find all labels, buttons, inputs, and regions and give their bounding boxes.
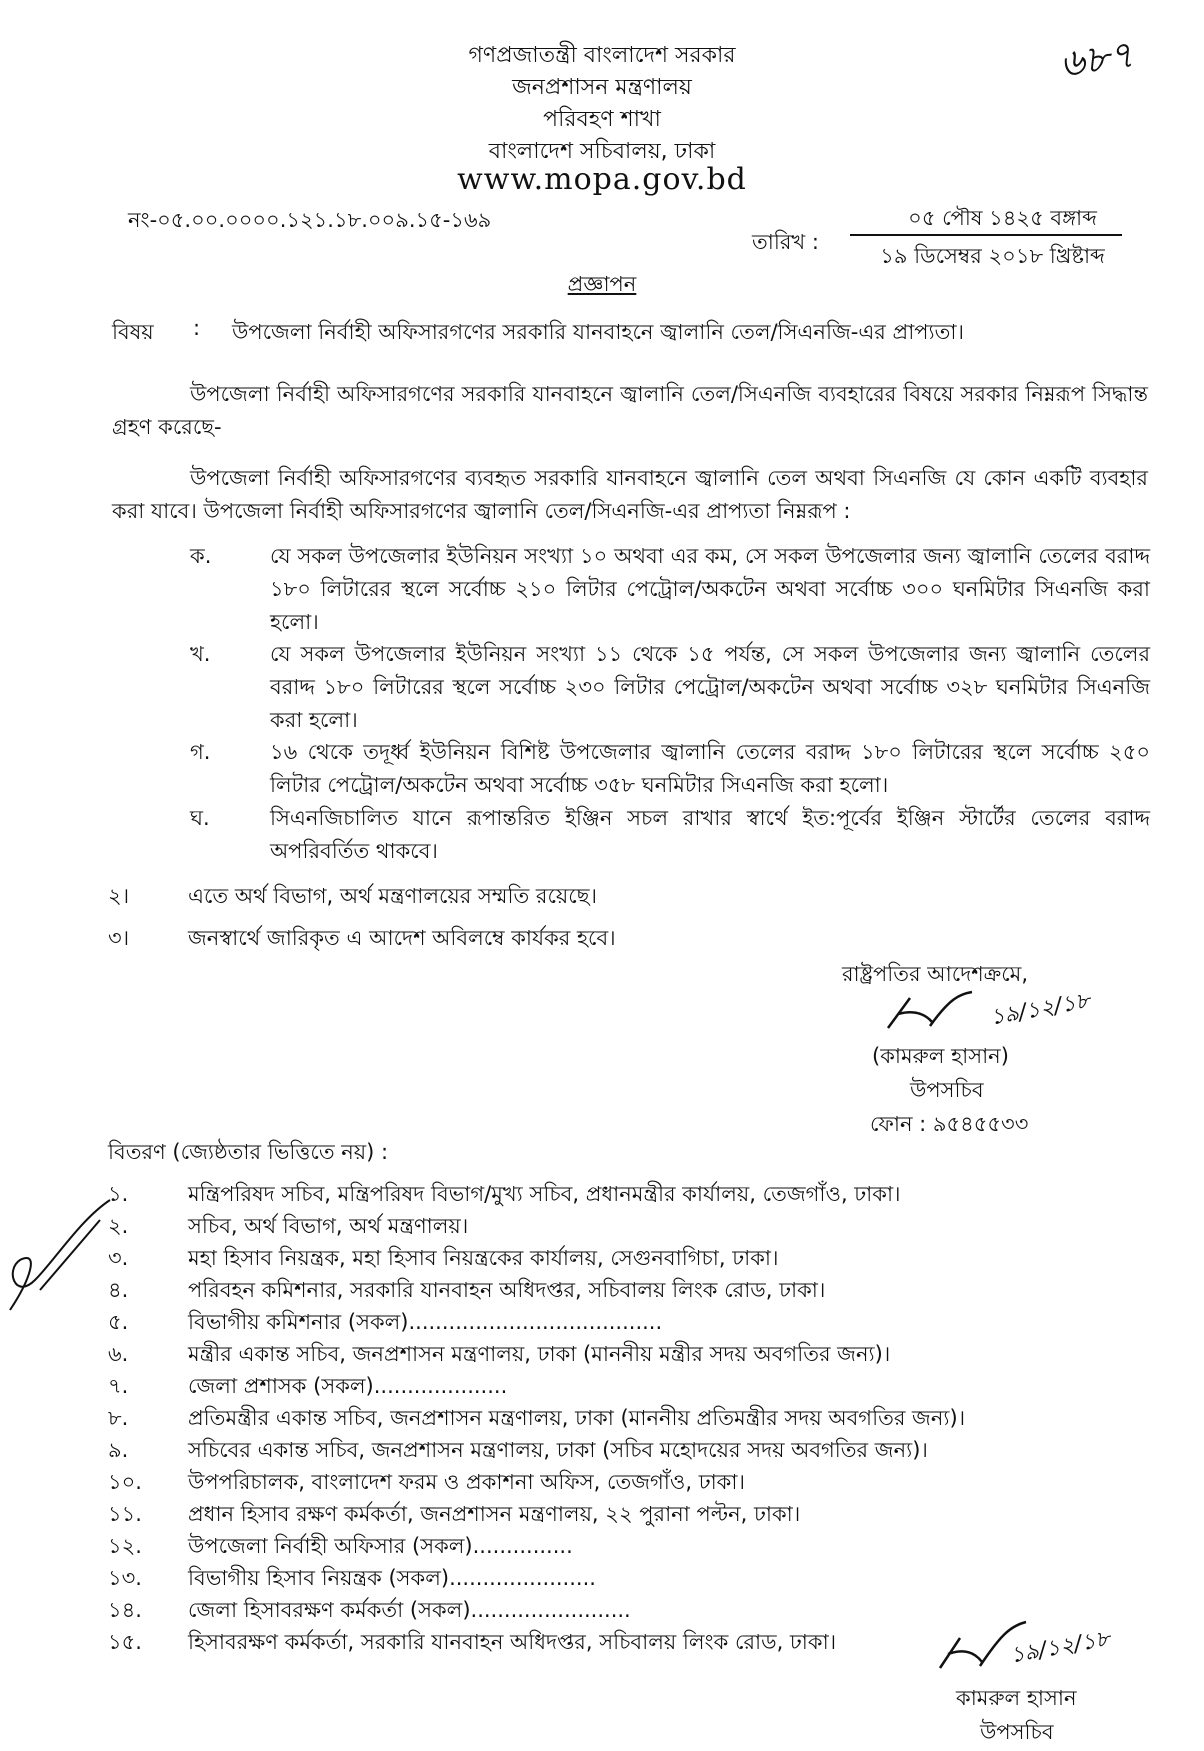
item-text: জেলা প্রশাসক (সকল).................... xyxy=(188,1374,508,1398)
branch-name: পরিবহণ শাখা xyxy=(543,107,661,132)
item-text: বিভাগীয় কমিশনার (সকল)...................................... xyxy=(188,1310,663,1334)
list-item xyxy=(108,1274,1108,1306)
list-item xyxy=(108,1178,1108,1210)
order-line: রাষ্ট্রপতির আদেশক্রমে, xyxy=(842,962,1028,986)
date-bangla: ০৫ পৌষ ১৪২৫ বঙ্গাব্দ xyxy=(908,206,1097,230)
item-text: যে সকল উপজেলার ইউনিয়ন সংখ্যা ১০ অথবা এর কম, সে সকল উপজেলার জন্য জ্বালানি তেলের বরাদ্দ ১৮০ লিটারের স্থলে সর্বোচ্চ ২১০ লিটার পেট্রোল/অকটেন অথবা সর্বোচ্চ ৩০০ ঘনমিটার সিএনজি করা হলো। xyxy=(270,544,1150,634)
item-text: প্রতিমন্ত্রীর একান্ত সচিব, জনপ্রশাসন মন্ত্রণালয়, ঢাকা (মাননীয় প্রতিমন্ত্রীর সদয় অবগতির জন্য)। xyxy=(188,1406,966,1430)
distribution-title: বিতরণ (জ্যেষ্ঠতার ভিত্তিতে নয়) : xyxy=(108,1140,389,1164)
list-item xyxy=(190,638,1150,738)
list-item xyxy=(108,1338,1108,1370)
item-number: ১০. xyxy=(108,1470,142,1494)
item-text: যে সকল উপজেলার ইউনিয়ন সংখ্যা ১১ থেকে ১৫ পর্যন্ত, সে সকল উপজেলার জন্য জ্বালানি তেলের বরাদ্দ ১৮০ লিটারের স্থলে সর্বোচ্চ ২৩০ লিটার পেট্রোল/অকটেন অথবা সর্বোচ্চ ৩২৮ ঘনমিটার সিএনজি করা হলো। xyxy=(270,642,1150,732)
item-number: ১৩. xyxy=(108,1566,142,1590)
item-number: ১১. xyxy=(108,1502,142,1526)
date-label: তারিখ : xyxy=(752,230,819,254)
subject-label: বিষয় xyxy=(112,320,154,344)
memo-number: নং-০৫.০০.০০০০.১২১.১৮.০০৯.১৫-১৬৯ xyxy=(128,208,492,232)
website-link[interactable]: www.mopa.gov.bd xyxy=(457,162,747,197)
list-item xyxy=(108,1210,1108,1242)
list-item xyxy=(108,1370,1108,1402)
item-text: প্রধান হিসাব রক্ষণ কর্মকর্তা, জনপ্রশাসন মন্ত্রণালয়, ২২ পুরানা পল্টন, ঢাকা। xyxy=(188,1502,801,1526)
item-number: ৭. xyxy=(108,1374,129,1398)
item-number: ৯. xyxy=(108,1438,129,1462)
item-text: উপজেলা নির্বাহী অফিসার (সকল)............... xyxy=(188,1534,573,1558)
item-label: ঘ. xyxy=(190,806,210,830)
item-text: মন্ত্রিপরিষদ সচিব, মন্ত্রিপরিষদ বিভাগ/মুখ্য সচিব, প্রধানমন্ত্রীর কার্যালয়, তেজগাঁও, ঢাকা। xyxy=(188,1182,901,1206)
item-number: ৫. xyxy=(108,1310,129,1334)
list-item xyxy=(108,1530,1108,1562)
item-text: সচিবের একান্ত সচিব, জনপ্রশাসন মন্ত্রণালয়, ঢাকা (সচিব মহোদয়ের সদয় অবগতির জন্য)। xyxy=(188,1438,928,1462)
item-text: পরিবহন কমিশনার, সরকারি যানবাহন অধিদপ্তর, সচিবালয় লিংক রোড, ঢাকা। xyxy=(188,1278,826,1302)
list-item xyxy=(190,736,1150,802)
list-item xyxy=(108,1306,1108,1338)
item-text: হিসাবরক্ষণ কর্মকর্তা, সরকারি যানবাহন অধিদপ্তর, সচিবালয় লিংক রোড, ঢাকা। xyxy=(188,1630,837,1654)
signatory-designation: উপসচিব xyxy=(910,1078,984,1102)
date-english: ১৯ ডিসেম্বর ২০১৮ খ্রিষ্টাব্দ xyxy=(880,244,1105,268)
subject-text: উপজেলা নির্বাহী অফিসারগণের সরকারি যানবাহনে জ্বালানি তেল/সিএনজি-এর প্রাপ্যতা। xyxy=(232,320,964,344)
item-text: ১৬ থেকে তদূর্ধ্ব ইউনিয়ন বিশিষ্ট উপজেলার জ্বালানি তেলের বরাদ্দ ১৮০ লিটারের স্থলে সর্বোচ্চ ২৫০ লিটার পেট্রোল/অকটেন অথবা সর্বোচ্চ ৩৫৮ ঘনমিটার সিএনজি করা হলো। xyxy=(270,740,1150,797)
notice-title: প্রজ্ঞাপন xyxy=(567,272,637,296)
para-number: ৩। xyxy=(108,926,130,950)
paragraph-intro: উপজেলা নির্বাহী অফিসারগণের সরকারি যানবাহনে জ্বালানি তেল/সিএনজি ব্যবহারের বিষয়ে সরকার নিম্নরূপ সিদ্ধান্ত গ্রহণ করেছে- xyxy=(112,382,1148,439)
bottom-signatory-name: কামরুল হাসান xyxy=(956,1686,1077,1710)
bottom-signature-date: ১৯/১২/১৮ xyxy=(1008,1626,1112,1669)
list-item xyxy=(190,802,1150,868)
para-number: ২। xyxy=(108,884,130,908)
item-label: ক. xyxy=(190,544,212,568)
list-item xyxy=(108,1562,1108,1594)
item-label: গ. xyxy=(190,740,211,764)
handwritten-page-number: ৬৮৭ xyxy=(1056,32,1137,86)
signatory-name: (কামরুল হাসান) xyxy=(872,1044,1009,1068)
paragraph-allocation: উপজেলা নির্বাহী অফিসারগণের ব্যবহৃত সরকারি যানবাহনে জ্বালানি তেল অথবা সিএনজি যে কোন একটি ব্যবহার করা যাবে। উপজেলা নির্বাহী অফিসারগণের জ্বালানি তেল/সিএনজি-এর প্রাপ্যতা নিম্নরূপ : xyxy=(112,466,1148,523)
item-number: ১২. xyxy=(108,1534,142,1558)
item-label: খ. xyxy=(190,642,211,666)
date-divider xyxy=(850,234,1122,236)
ministry-name: জনপ্রশাসন মন্ত্রণালয় xyxy=(512,75,692,100)
list-item xyxy=(108,1434,1108,1466)
item-text: সচিব, অর্থ বিভাগ, অর্থ মন্ত্রণালয়। xyxy=(188,1214,469,1238)
signatory-phone: ফোন : ৯৫৪৫৫৩৩ xyxy=(870,1112,1029,1136)
item-text: উপপরিচালক, বাংলাদেশ ফরম ও প্রকাশনা অফিস, তেজগাঁও, ঢাকা। xyxy=(188,1470,745,1494)
item-number: ১৫. xyxy=(108,1630,142,1654)
list-item xyxy=(108,1242,1108,1274)
bottom-signatory-designation: উপসচিব xyxy=(980,1720,1054,1744)
list-item xyxy=(108,1466,1108,1498)
item-text: বিভাগীয় হিসাব নিয়ন্ত্রক (সকল)...................... xyxy=(188,1566,596,1590)
office-address: বাংলাদেশ সচিবালয়, ঢাকা xyxy=(488,139,716,164)
list-item xyxy=(108,1402,1108,1434)
list-item xyxy=(190,540,1150,640)
margin-scribble-icon xyxy=(0,1190,120,1340)
item-text: জেলা হিসাবরক্ষণ কর্মকর্তা (সকল)........................ xyxy=(188,1598,631,1622)
item-number: ১. xyxy=(108,1182,129,1206)
item-text: সিএনজিচালিত যানে রূপান্তরিত ইঞ্জিন সচল রাখার স্বার্থে ইত:পূর্বের ইঞ্জিন স্টার্টের তেলের বরাদ্দ অপরিবর্তিত থাকবে। xyxy=(270,806,1150,863)
item-text: মন্ত্রীর একান্ত সচিব, জনপ্রশাসন মন্ত্রণালয়, ঢাকা (মাননীয় মন্ত্রীর সদয় অবগতির জন্য)। xyxy=(188,1342,891,1366)
list-item xyxy=(108,1498,1108,1530)
item-number: ৪. xyxy=(108,1278,129,1302)
item-number: ১৪. xyxy=(108,1598,142,1622)
item-number: ৬. xyxy=(108,1342,129,1366)
signature-date: ১৯/১২/১৮ xyxy=(988,988,1092,1031)
para-text: এতে অর্থ বিভাগ, অর্থ মন্ত্রণালয়ের সম্মতি রয়েছে। xyxy=(188,884,597,908)
item-number: ৩. xyxy=(108,1246,129,1270)
item-text: মহা হিসাব নিয়ন্ত্রক, মহা হিসাব নিয়ন্ত্রকের কার্যালয়, সেগুনবাগিচা, ঢাকা। xyxy=(188,1246,779,1270)
govt-name: গণপ্রজাতন্ত্রী বাংলাদেশ সরকার xyxy=(468,43,736,68)
item-number: ২. xyxy=(108,1214,129,1238)
para-text: জনস্বার্থে জারিকৃত এ আদেশ অবিলম্বে কার্যকর হবে। xyxy=(188,926,616,950)
item-number: ৮. xyxy=(108,1406,129,1430)
subject-colon: : xyxy=(193,316,201,340)
